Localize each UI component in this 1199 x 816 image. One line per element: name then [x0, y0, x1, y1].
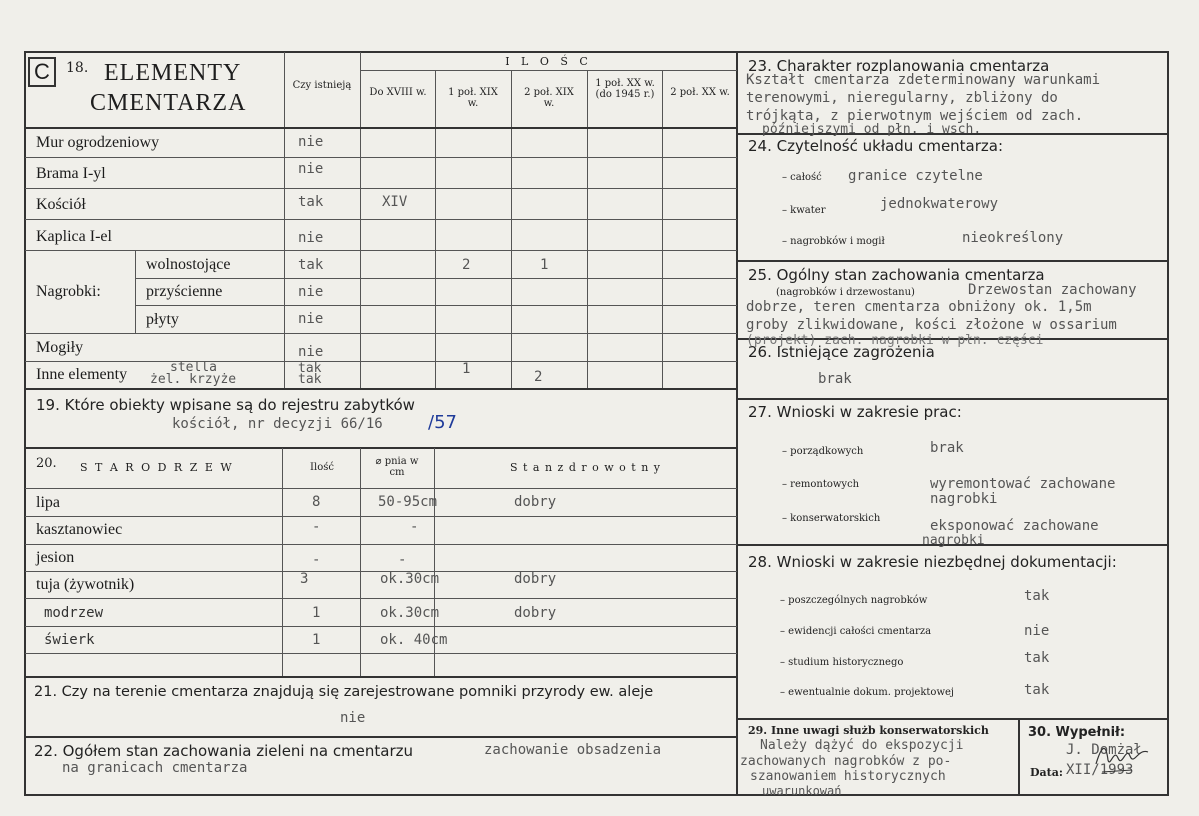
- row-exists-church: tak: [298, 194, 324, 210]
- tree-diameter-header: ⌀ pnia w cm: [375, 456, 419, 478]
- section-29-line2: zachowanych nagrobków z po-: [740, 754, 952, 769]
- tree-diam-ash: -: [398, 552, 407, 568]
- row-exists-mounds: nie: [298, 344, 324, 360]
- period-header-1: Do XVIII w.: [369, 87, 427, 98]
- other-count-19-2: 2: [534, 369, 543, 385]
- tree-count-larch: 1: [312, 605, 321, 621]
- section-20-number: 20.: [36, 456, 57, 471]
- tree-count-header: Ilość: [310, 462, 334, 473]
- period-header-4: 1 poł. XX w. (do 1945 r.): [595, 78, 655, 100]
- section-20-title: S T A R O D R Z E W: [80, 461, 234, 474]
- section-25-line1: Drzewostan zachowany: [968, 282, 1137, 298]
- docs-registry-value: nie: [1024, 623, 1050, 639]
- other-exists-1: tak: [298, 361, 322, 376]
- gravestones-label: Nagrobki:: [36, 283, 101, 300]
- period-header-2: 1 poł. XIX w.: [448, 87, 498, 109]
- tree-diam-spruce: ok. 40cm: [380, 632, 448, 648]
- tree-diam-chestnut: -: [410, 519, 419, 535]
- tree-diam-linden: 50-95cm: [378, 494, 438, 510]
- docs-gravestones-value: tak: [1024, 588, 1050, 604]
- works-conservation-label: – konserwatorskich: [782, 513, 881, 524]
- gravestone-count-19-2: 1: [540, 257, 549, 273]
- section-18-title-line2: CMENTARZA: [90, 90, 247, 116]
- section-25-line3: groby zlikwidowane, kości złożone w ossarium: [746, 317, 1117, 333]
- section-29-label: 29. Inne uwagi służb konserwatorskich: [748, 724, 989, 737]
- readability-graves-value: nieokreślony: [962, 230, 1064, 246]
- section-28-label: 28. Wnioski w zakresie niezbędnej dokumentacji:: [748, 553, 1117, 571]
- tree-diam-larch: ok.30cm: [380, 605, 440, 621]
- section-25-label: 25. Ogólny stan zachowania cmentarza: [748, 266, 1045, 284]
- section-23-label: 23. Charakter rozplanowania cmentarza: [748, 57, 1050, 75]
- section-23-line4: późniejszymi od płn. i wsch.: [762, 122, 982, 137]
- readability-graves-label: – nagrobków i mogił: [782, 236, 885, 247]
- section-26-value: brak: [818, 371, 852, 387]
- gravestone-exists-slabs: nie: [298, 311, 324, 327]
- section-23-line2: terenowymi, nieregularny, zbliżony do: [746, 90, 1058, 106]
- docs-design-label: – ewentualnie dokum. projektowej: [780, 687, 955, 698]
- section-23-line3: trójkąta, z pierwotnym wejściem od zach.: [746, 108, 1084, 124]
- right-panel-frame: [736, 51, 1169, 796]
- readability-quarters-value: jednokwaterowy: [880, 196, 999, 212]
- gravestone-exists-wall: nie: [298, 284, 324, 300]
- section-19-value: kościół, nr decyzji 66/16: [172, 416, 383, 432]
- section-29-line1: Należy dążyć do ekspozycji: [760, 738, 964, 753]
- other-typed-stella: stella: [170, 360, 217, 375]
- works-conservation-value: eksponować zachowane: [930, 518, 1099, 534]
- works-cleanup-label: – porządkowych: [782, 446, 864, 457]
- section-21-value: nie: [340, 710, 366, 726]
- section-19-handwritten: /57: [428, 412, 457, 433]
- section-letter-box: [28, 57, 56, 87]
- tree-name-chestnut: kasztanowiec: [36, 521, 123, 538]
- section-27-label: 27. Wnioski w zakresie prac:: [748, 403, 962, 421]
- section-30-label: 30. Wypełnił:: [1028, 725, 1126, 740]
- tree-name-spruce: świerk: [44, 632, 95, 648]
- gravestone-type-freestanding: wolnostojące: [146, 256, 231, 273]
- section-letter: C: [34, 59, 50, 84]
- section-23-line1: Kształt cmentarza zdeterminowany warunkami: [746, 72, 1101, 88]
- works-renovation-value2: nagrobki: [930, 491, 998, 507]
- section-24-label: 24. Czytelność układu cmentarza:: [748, 137, 1004, 155]
- section-25-line4: (projekt) zach. nagrobki w płn. części: [746, 333, 1044, 348]
- tree-state-thuja: dobry: [514, 571, 557, 587]
- docs-design-value: tak: [1024, 682, 1050, 698]
- gravestone-type-wall: przyścienne: [146, 283, 223, 300]
- tree-name-thuja: tuja (żywotnik): [36, 576, 135, 593]
- period-header-5: 2 poł. XX w.: [670, 87, 730, 98]
- gravestone-count-19-1: 2: [462, 257, 471, 273]
- row-label-gate: Brama I-yl: [36, 165, 106, 182]
- row-label-church: Kościół: [36, 196, 86, 213]
- section-25-line2: dobrze, teren cmentarza obniżony ok. 1,5m: [746, 299, 1092, 315]
- section-29-line3: szanowaniem historycznych: [750, 769, 946, 784]
- tree-name-ash: jesion: [36, 549, 75, 566]
- works-renovation-label: – remontowych: [782, 479, 860, 490]
- works-conservation-value2: nagrobki: [922, 533, 985, 548]
- docs-history-value: tak: [1024, 650, 1050, 666]
- tree-name-linden: lipa: [36, 494, 60, 511]
- date-label: Data:: [1030, 766, 1063, 779]
- section-19-label: 19. Które obiekty wpisane są do rejestru zabytków: [36, 396, 415, 414]
- readability-whole-label: – całość: [782, 172, 822, 183]
- works-cleanup-value: brak: [930, 440, 964, 456]
- period-header-3: 2 poł. XIX w.: [524, 87, 574, 109]
- gravestone-type-slabs: płyty: [146, 311, 179, 328]
- row-label-other: Inne elementy: [36, 366, 128, 383]
- row-label-wall: Mur ogrodzeniowy: [36, 134, 160, 151]
- date-value: XII/1993: [1066, 762, 1134, 778]
- section-22-label: 22. Ogółem stan zachowania zieleni na cmentarzu: [34, 742, 414, 760]
- quantity-header: I L O Ś C: [505, 55, 592, 68]
- readability-quarters-label: – kwater: [782, 205, 826, 216]
- section-22-value-line1: zachowanie obsadzenia: [484, 742, 662, 758]
- row-exists-wall: nie: [298, 134, 324, 150]
- tree-state-larch: dobry: [514, 605, 557, 621]
- section-29-line4: uwarunkowań: [762, 784, 842, 798]
- tree-diam-thuja: ok.30cm: [380, 571, 440, 587]
- signature-mark: [1092, 738, 1152, 778]
- docs-history-label: – studium historycznego: [780, 657, 904, 668]
- tree-count-spruce: 1: [312, 632, 321, 648]
- filled-by-name: J. Domżał: [1066, 742, 1142, 758]
- row-exists-gate: nie: [298, 161, 324, 177]
- tree-state-linden: dobry: [514, 494, 557, 510]
- section-18-title-line1: ELEMENTY: [104, 60, 242, 86]
- section-21-label: 21. Czy na terenie cmentarza znajdują się zarejestrowane pomniki przyrody ew. aleje: [34, 684, 654, 700]
- other-exists-2: tak: [298, 372, 322, 387]
- section-26-label: 26. Istniejące zagrożenia: [748, 343, 935, 361]
- row-period-church: XIV: [382, 194, 408, 210]
- other-typed-crosses: żel. krzyże: [150, 372, 237, 387]
- readability-whole-value: granice czytelne: [848, 168, 983, 184]
- docs-registry-label: – ewidencji całości cmentarza: [780, 626, 932, 637]
- exists-header: Czy istnieją: [292, 80, 352, 91]
- tree-count-chestnut: -: [312, 519, 321, 535]
- other-count-19-1: 1: [462, 361, 471, 377]
- gravestone-exists-freestanding: tak: [298, 257, 324, 273]
- tree-count-thuja: 3: [300, 571, 309, 587]
- row-label-mounds: Mogiły: [36, 339, 84, 356]
- row-label-chapel: Kaplica I-el: [36, 228, 112, 245]
- tree-count-ash: -: [312, 552, 321, 568]
- tree-count-linden: 8: [312, 494, 321, 510]
- section-22-value-line2: na granicach cmentarza: [62, 760, 248, 776]
- row-exists-chapel: nie: [298, 230, 324, 246]
- section-18-number: 18.: [66, 60, 89, 76]
- tree-name-larch: modrzew: [44, 605, 104, 621]
- section-25-sub: (nagrobków i drzewostanu): [776, 287, 915, 298]
- works-renovation-value: wyremontować zachowane: [930, 476, 1116, 492]
- docs-gravestones-label: – poszczególnych nagrobków: [780, 595, 928, 606]
- tree-health-header: S t a n z d r o w o t n y: [509, 461, 662, 474]
